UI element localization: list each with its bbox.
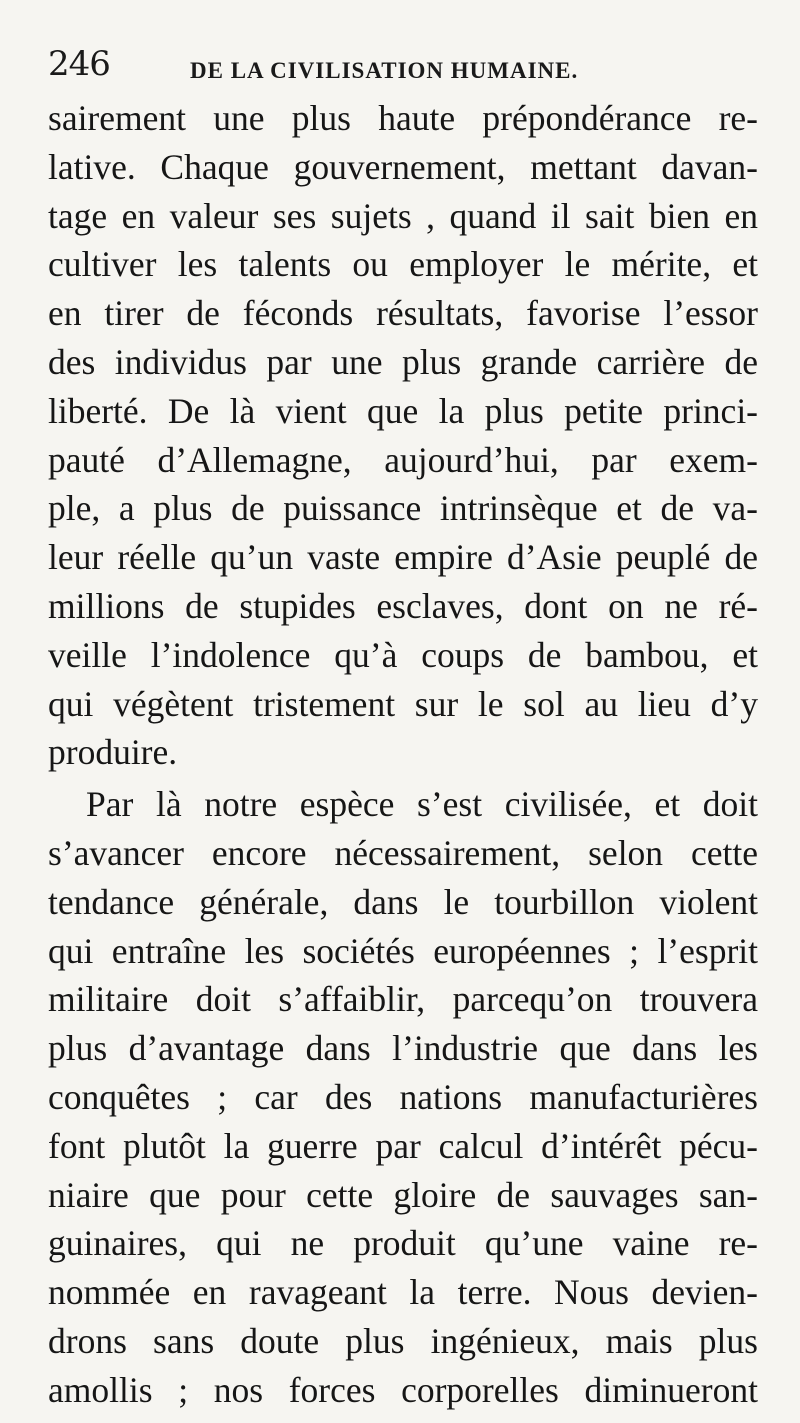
page-header: [44, 44, 754, 90]
text-line: des individus par une plus grande carrière de: [48, 341, 758, 382]
text-line: millions de stupides esclaves, dont on ne ré-: [48, 585, 758, 626]
text-line: qui végètent tristement sur le sol au lieu d’y: [48, 683, 758, 724]
text-line: leur réelle qu’un vaste empire d’Asie peuplé de: [48, 537, 758, 578]
text-line: tendance générale, dans le tourbillon violent: [48, 881, 758, 922]
page-number: 246: [48, 44, 110, 84]
text-line: drons sans doute plus ingénieux, mais plus: [48, 1320, 758, 1361]
body-text: [48, 94, 758, 1415]
text-line: s’avancer encore nécessairement, selon cette: [48, 832, 758, 873]
text-line: ple, a plus de puissance intrinsèque et de va-: [48, 488, 758, 529]
text-line: lative. Chaque gouvernement, mettant davan-: [48, 146, 758, 187]
text-line: plus d’avantage dans l’industrie que dans les: [48, 1028, 758, 1069]
paragraph-2: [48, 780, 758, 1414]
text-line: veille l’indolence qu’à coups de bambou, et: [48, 634, 758, 675]
text-line: tage en valeur ses sujets , quand il sait bien en: [48, 195, 758, 236]
text-line: sairement une plus haute prépondérance re-: [48, 98, 758, 138]
running-title: DE LA CIVILISATION HUMAINE.: [190, 58, 579, 83]
text-line: produire.: [48, 732, 178, 773]
text-line: en tirer de féconds résultats, favorise l’essor: [48, 293, 758, 334]
text-line: font plutôt la guerre par calcul d’intérêt pécu-: [48, 1125, 758, 1166]
text-line: Par là notre espèce s’est civilisée, et doit: [86, 784, 758, 825]
text-line: cultiver les talents ou employer le mérite, et: [48, 244, 758, 285]
text-line: pauté d’Allemagne, aujourd’hui, par exem-: [48, 439, 758, 480]
text-line: liberté. De là vient que la plus petite princi-: [48, 390, 758, 431]
text-line: qui entraîne les sociétés européennes ; l’esprit: [48, 930, 758, 971]
text-line: amollis ; nos forces corporelles diminueront: [48, 1369, 758, 1410]
text-line: niaire que pour cette gloire de sauvages san-: [48, 1174, 758, 1215]
text-line: militaire doit s’affaiblir, parcequ’on trouvera: [48, 979, 758, 1020]
text-line: conquêtes ; car des nations manufacturières: [48, 1076, 758, 1117]
text-line: guinaires, qui ne produit qu’une vaine re-: [48, 1223, 758, 1264]
paragraph-1: [48, 94, 758, 777]
text-line: nommée en ravageant la terre. Nous devien-: [48, 1272, 758, 1313]
